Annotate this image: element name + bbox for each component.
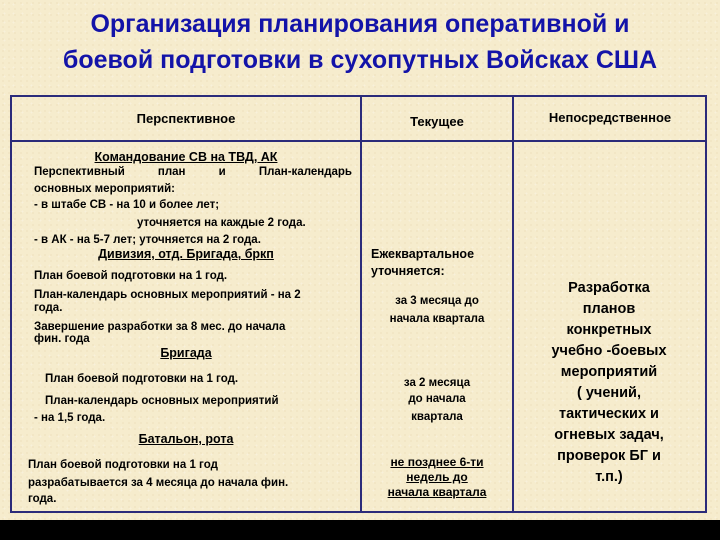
- section-division-line: План боевой подготовки на 1 год.: [34, 270, 228, 282]
- section-division-line: фин. года: [34, 333, 90, 345]
- middle-interval-line: до начала: [408, 393, 466, 405]
- footer-bar: [0, 520, 720, 540]
- middle-interval-line: за 2 месяца: [403, 377, 471, 389]
- section-division-line: План-календарь основных мероприятий - на 2: [34, 289, 301, 301]
- quarterly-label: Ежеквартальное: [371, 247, 475, 261]
- immediate-line: учебно -боевых: [551, 343, 667, 359]
- middle-interval-line: начала квартала: [387, 485, 487, 499]
- header-immediate: Непосредственное: [548, 110, 672, 125]
- section-brigade-line: План-календарь основных мероприятий: [45, 395, 279, 407]
- middle-interval-line: не позднее 6-ти: [390, 455, 484, 469]
- section-division-line: года.: [34, 302, 63, 314]
- immediate-line: т.п.): [595, 469, 623, 485]
- header-divider: [12, 140, 705, 142]
- section-brigade-line: - на 1,5 года.: [34, 412, 106, 424]
- middle-interval-2: [362, 375, 512, 425]
- planning-table: [10, 95, 707, 513]
- section-command-line: основных мероприятий:: [34, 183, 175, 195]
- section-battalion-line: года.: [28, 493, 57, 505]
- title-line-2: боевой подготовки в сухопутных Войсках США: [62, 46, 658, 74]
- section-division-line: Завершение разработки за 8 мес. до начала: [34, 321, 286, 333]
- immediate-line: огневых задач,: [554, 427, 664, 443]
- immediate-line: ( учений,: [576, 385, 642, 401]
- middle-interval-line: квартала: [411, 411, 463, 423]
- quarterly-label: уточняется:: [371, 264, 445, 278]
- section-command-line: уточняется на каждые 2 года.: [137, 217, 306, 229]
- header-current: Текущее: [410, 114, 464, 129]
- header-perspective: Перспективное: [136, 111, 236, 126]
- middle-interval-line: начала квартала: [389, 313, 485, 325]
- middle-interval-1: [362, 293, 512, 327]
- immediate-line: тактических и: [559, 406, 659, 422]
- section-battalion-line: План боевой подготовки на 1 год: [28, 459, 218, 471]
- immediate-line: конкретных: [566, 322, 652, 338]
- immediate-line: проверок БГ и: [557, 448, 661, 464]
- section-command-line: Перспективный план и План-календарь: [34, 166, 352, 178]
- section-command-line: - в АК - на 5-7 лет; уточняется на 2 года.: [34, 234, 261, 246]
- section-battalion-title: Батальон, рота: [138, 432, 234, 446]
- section-battalion-line: разрабатывается за 4 месяца до начала фин.: [28, 477, 289, 489]
- middle-interval-line: недель до: [406, 470, 468, 484]
- section-command-title: Командование СВ на ТВД, АК: [94, 150, 278, 164]
- slide-title: [0, 6, 720, 78]
- section-division-title: Дивизия, отд. Бригада, бркп: [98, 247, 274, 261]
- middle-interval-line: за 3 месяца до: [395, 295, 479, 307]
- section-brigade-line: План боевой подготовки на 1 год.: [45, 373, 239, 385]
- section-command-line: - в штабе СВ - на 10 и более лет;: [34, 199, 220, 211]
- section-brigade-title: Бригада: [160, 346, 212, 360]
- immediate-line: мероприятий: [560, 364, 658, 380]
- immediate-line: планов: [582, 301, 636, 317]
- immediate-description: [512, 278, 706, 488]
- middle-interval-3: [362, 455, 512, 500]
- title-line-1: Организация планирования оперативной и: [90, 10, 630, 38]
- immediate-line: Разработка: [568, 280, 650, 296]
